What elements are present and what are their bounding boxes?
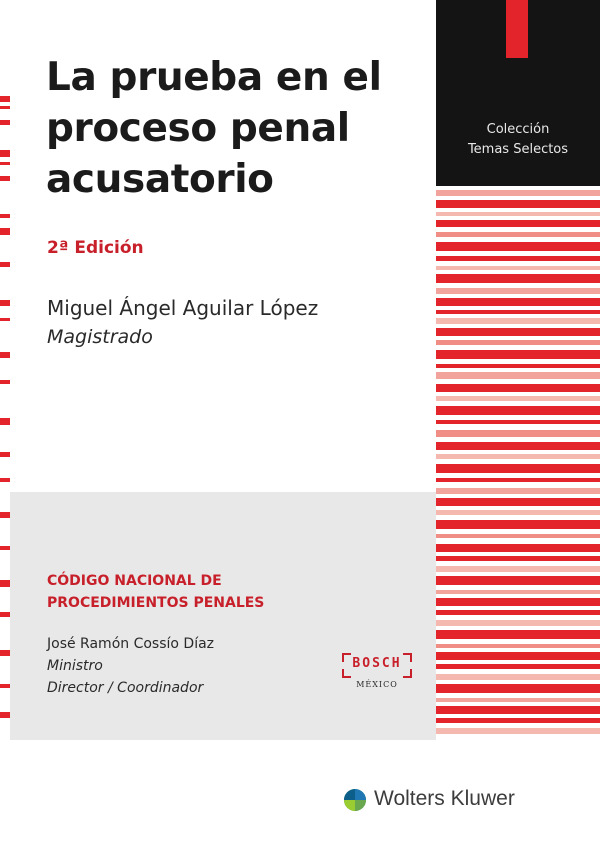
spine-stripe-column (436, 0, 600, 740)
code-title-line-1: CÓDIGO NACIONAL DE (47, 573, 222, 589)
title-line-3: acusatorio (46, 157, 274, 202)
left-edge-stripes (0, 0, 10, 740)
book-title (46, 52, 406, 205)
title-line-2: proceso penal (46, 106, 350, 151)
publisher-name: Wolters Kluwer (374, 787, 515, 810)
bosch-location: MÉXICO (356, 680, 398, 689)
code-title (47, 570, 347, 614)
decorative-stripes (436, 186, 600, 740)
director-role: Director / Coordinador (47, 680, 204, 696)
author-name: Miguel Ángel Aguilar López (47, 296, 319, 320)
edition-label: 2ª Edición (47, 238, 144, 258)
series-line-1: Colección (486, 122, 550, 137)
series-label (436, 120, 600, 160)
bosch-wordmark: BOSCH (352, 656, 402, 671)
author-role: Magistrado (47, 326, 153, 348)
title-line-1: La prueba en el (46, 55, 382, 100)
bosch-logo (340, 653, 414, 699)
red-tab (506, 0, 528, 58)
series-line-2: Temas Selectos (467, 142, 569, 157)
code-title-line-2: PROCEDIMIENTOS PENALES (47, 595, 265, 611)
collection-panel (10, 492, 436, 740)
director-title: Ministro (47, 658, 103, 674)
wolters-kluwer-icon (343, 788, 367, 812)
director-name: José Ramón Cossío Díaz (47, 636, 215, 652)
